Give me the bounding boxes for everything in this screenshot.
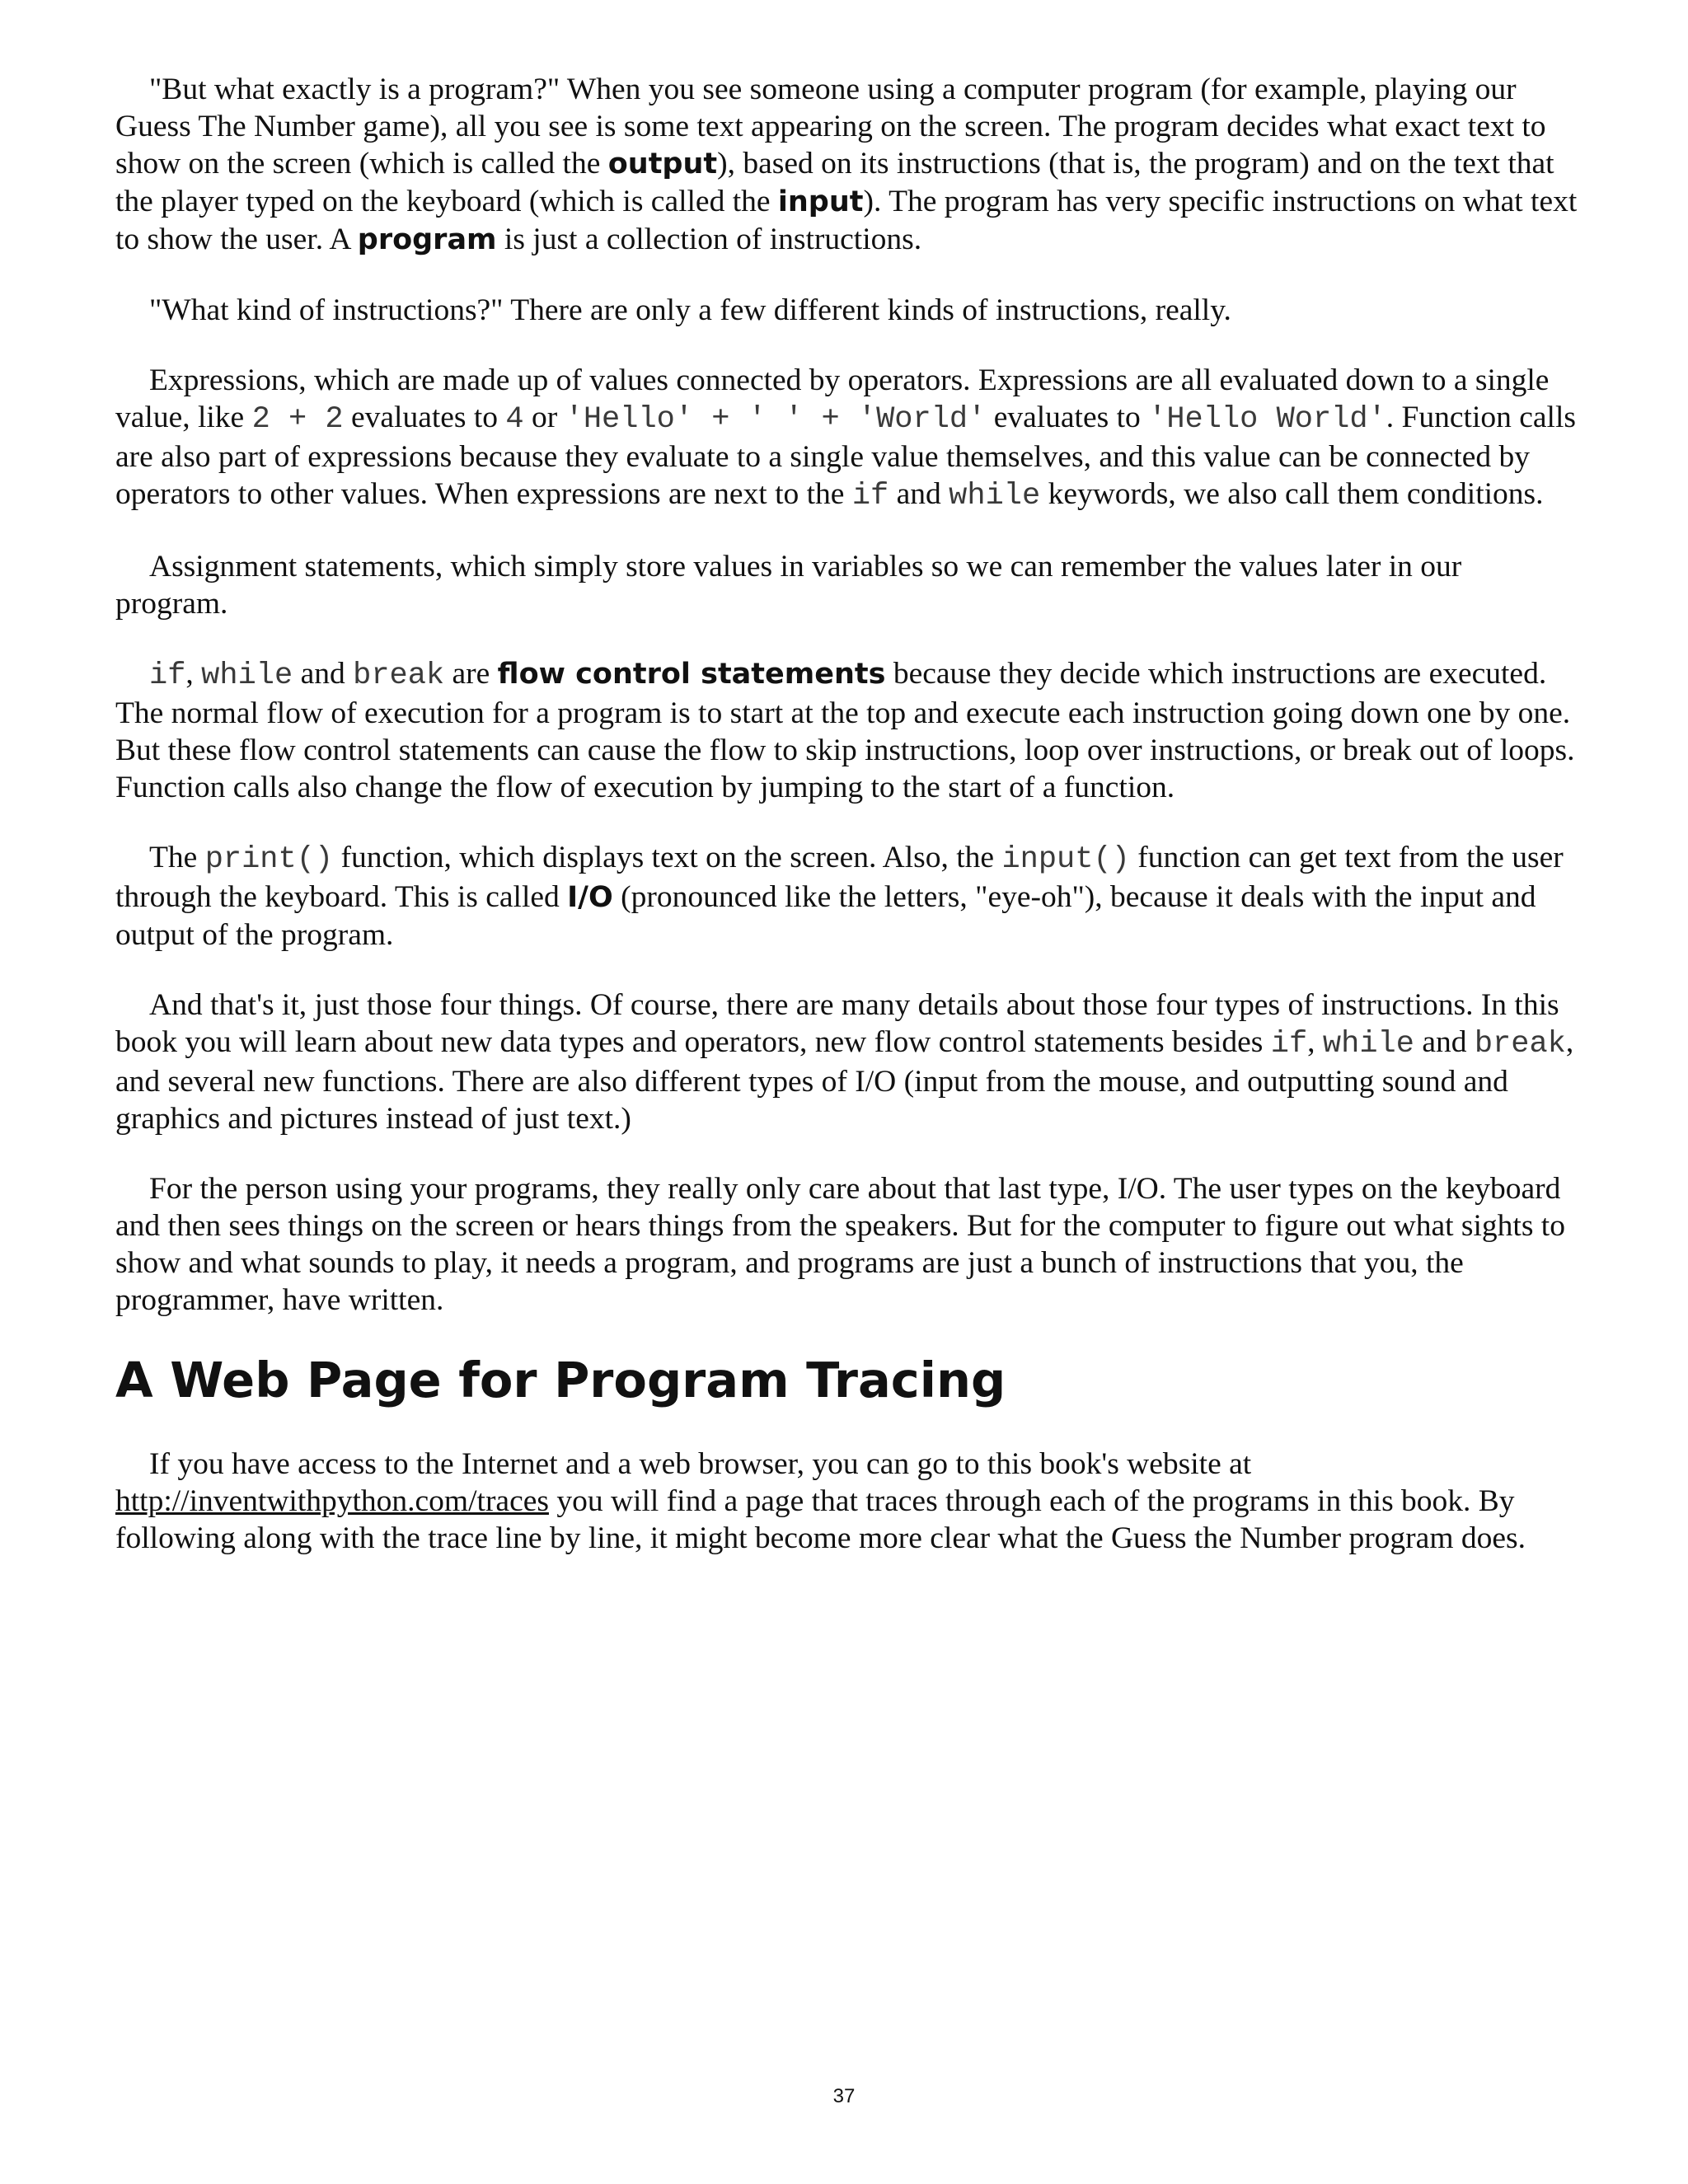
text: keywords, we also call them conditions. <box>1040 477 1544 511</box>
term-output: output <box>607 148 718 180</box>
paragraph-four-things <box>115 987 1578 1137</box>
code-snippet: while <box>201 658 293 693</box>
text: are <box>444 657 498 691</box>
traces-link[interactable]: http://inventwithpython.com/traces <box>115 1484 549 1518</box>
paragraph-web-page-tracing <box>115 1446 1578 1557</box>
paragraph-assignment <box>115 548 1578 622</box>
text: "What kind of instructions?" There are only a few different kinds of instructions, really. <box>149 293 1231 327</box>
text: function, which displays text on the screen. Also, the <box>333 841 1002 874</box>
text: because they decide which instructions are executed. The normal flow of execution for a program is to start at the top and execute each instruction going down one by one. But these flow control statements can cause the flow to skip instructions, loop over instructions, or break out of loops. Function calls also change the flow of execution by jumping to the start of a function. <box>115 657 1575 804</box>
text: evaluates to <box>986 401 1149 434</box>
text: ), based on its instructions (that is, the program) and on the text that the player typed on the keyboard (which is called the <box>115 147 1554 218</box>
text: And that's it, just those four things. Of course, there are many details about those four types of instructions. In this book you will learn about new data types and operators, new flow control statements besides <box>115 988 1559 1059</box>
code-snippet: break <box>353 658 445 693</box>
text: For the person using your programs, they really only care about that last type, I/O. The user types on the keyboard and then sees things on the screen or hears things from the speakers. But for the computer to figure out what sights to show and what sounds to play, it needs a program, and programs are just a bunch of instructions that you, the programmer, have written. <box>115 1172 1565 1317</box>
page-number: 37 <box>832 2085 856 2107</box>
text: Assignment statements, which simply store values in variables so we can remember the values later in our program. <box>115 550 1462 621</box>
text: If you have access to the Internet and a web browser, you can go to this book's website at <box>149 1447 1252 1481</box>
text: and <box>293 657 354 691</box>
text: function can get text from the user through the keyboard. This is called <box>115 841 1564 914</box>
text: ). The program has very specific instructions on what text to show the user. A <box>115 185 1578 256</box>
text: (pronounced like the letters, "eye-oh"), because it deals with the input and output of the program. <box>115 880 1536 952</box>
code-snippet: 'Hello' + ' ' + 'World' <box>565 402 987 437</box>
code-snippet: break <box>1474 1027 1566 1062</box>
code-snippet: if <box>1270 1027 1308 1062</box>
paragraph-flow-control <box>115 655 1578 806</box>
code-snippet: while <box>949 479 1041 513</box>
code-snippet: print() <box>204 842 334 877</box>
text: , <box>1307 1025 1323 1059</box>
section-heading: A Web Page for Program Tracing <box>115 1352 1006 1408</box>
code-snippet: 2 + 2 <box>251 402 344 437</box>
text: and <box>889 477 950 511</box>
paragraph-kinds-of-instructions <box>115 292 1578 329</box>
text: Expressions, which are made up of values connected by operators. Expressions are all evaluated down to a single value, like <box>115 363 1550 434</box>
text: "But what exactly is a program?" When you see someone using a computer program (for example, playing our Guess The Number game), all you see is some text appearing on the screen. The program decides what exact text to show on the screen (which is called the <box>115 73 1546 180</box>
text: , <box>185 657 202 691</box>
text: you will find a page that traces through each of the programs in this book. By following along with the trace line by line, it might become more clear what the Guess the Number program does. <box>115 1484 1526 1555</box>
paragraph-io <box>115 839 1578 954</box>
term-io: I/O <box>567 881 613 914</box>
paragraph-expressions <box>115 362 1578 515</box>
text: is just a collection of instructions. <box>496 223 922 256</box>
term-flow-control-statements: flow control statements <box>497 658 886 691</box>
code-snippet: 4 <box>505 402 524 437</box>
code-snippet: input() <box>1001 842 1130 877</box>
code-snippet: while <box>1322 1027 1414 1062</box>
page-content <box>115 71 1578 1590</box>
text: The <box>149 841 205 874</box>
paragraph-what-is-program <box>115 71 1578 259</box>
paragraph-person-using-programs <box>115 1170 1578 1319</box>
text: or <box>523 401 565 434</box>
code-snippet: if <box>149 658 186 693</box>
term-input: input <box>777 185 864 218</box>
term-program: program <box>357 223 497 256</box>
text: and <box>1414 1025 1475 1059</box>
code-snippet: if <box>851 479 889 513</box>
text: , and several new functions. There are also different types of I/O (input from the mouse, and outputting sound and graphics and pictures instead of just text.) <box>115 1025 1574 1136</box>
code-snippet: 'Hello World' <box>1148 402 1386 437</box>
text: . Function calls are also part of expressions because they evaluate to a single value themselves, and this value can be connected by operators to other values. When expressions are next to the <box>115 401 1576 511</box>
text: evaluates to <box>343 401 506 434</box>
